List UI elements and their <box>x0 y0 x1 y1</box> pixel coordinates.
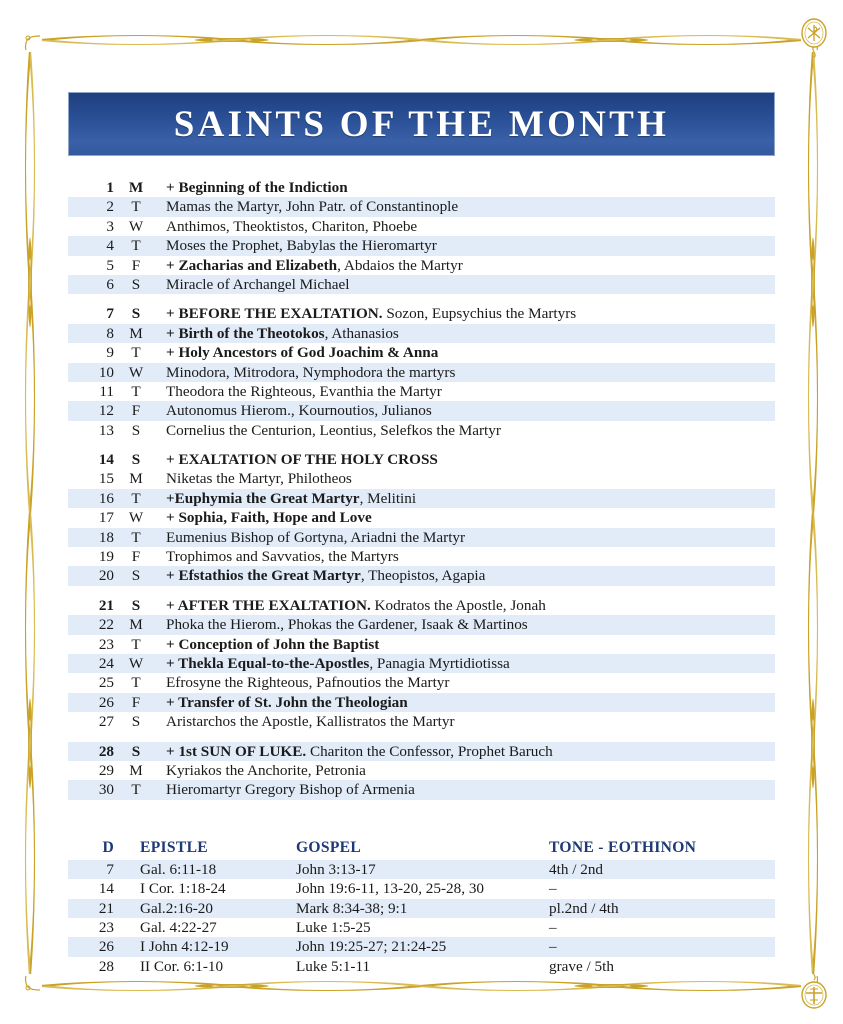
saint-feast-name: + Transfer of St. John the Theologian <box>166 693 408 711</box>
border-left <box>23 52 37 974</box>
readings-header-epistle: EPISTLE <box>140 838 208 856</box>
saint-commemoration-text <box>158 780 775 799</box>
saint-feast-name: + Birth of the Theotokos <box>166 324 325 342</box>
saint-day-of-week: T <box>131 382 141 400</box>
saint-feast-name: + Beginning of the Indiction <box>166 179 348 196</box>
saint-commemoration-text <box>158 450 775 469</box>
readings-header-row <box>68 836 775 860</box>
saint-feast-name: + Efstathios the Great Martyr <box>166 567 361 585</box>
saint-commemoration-text <box>158 304 775 323</box>
reading-gospel: Mark 8:34-38; 9:1 <box>296 899 408 917</box>
saint-commemoration-text <box>158 742 775 761</box>
saint-feast-name: + Zacharias and Elizabeth <box>166 256 338 274</box>
saint-day-of-week: W <box>128 654 144 672</box>
saint-additional-names: , Panagia Myrtidiotissa <box>369 654 510 672</box>
saint-commemoration-text <box>158 654 775 673</box>
saint-commemoration-text <box>158 382 775 401</box>
saint-additional-names: Kyriakos the Anchorite, Petronia <box>166 761 366 779</box>
saint-day-of-week: T <box>131 198 141 216</box>
saint-additional-names: Cornelius the Centurion, Leontius, Selefkos the Martyr <box>166 421 501 439</box>
saint-feast-name: + EXALTATION OF THE HOLY CROSS <box>166 451 438 469</box>
saint-day-row <box>68 489 775 508</box>
saint-day-of-week: S <box>131 451 141 469</box>
saint-day-number: 29 <box>98 761 114 779</box>
saint-day-row <box>68 654 775 673</box>
reading-day: 26 <box>98 938 114 956</box>
saint-day-number: 11 <box>99 382 114 400</box>
saint-commemoration-text <box>158 489 775 508</box>
saint-day-row <box>68 547 775 566</box>
saints-week-block <box>68 450 775 586</box>
saint-day-of-week: T <box>131 344 141 362</box>
saint-day-number: 30 <box>98 781 114 799</box>
saint-day-number: 12 <box>98 402 114 420</box>
saint-day-row <box>68 693 775 712</box>
reading-epistle: I John 4:12-19 <box>140 938 229 956</box>
saint-commemoration-text <box>158 343 775 362</box>
saint-day-number: 17 <box>98 509 114 527</box>
saint-day-number: 24 <box>98 654 114 672</box>
saint-additional-names: Autonomus Hierom., Kournoutios, Julianos <box>166 402 432 420</box>
border-right <box>806 52 820 974</box>
saint-day-number: 15 <box>98 470 114 488</box>
saints-week-block <box>68 596 775 732</box>
saint-day-of-week: T <box>131 635 141 653</box>
saint-day-number: 27 <box>98 713 114 731</box>
page-title: SAINTS OF THE MONTH <box>173 103 670 145</box>
saint-day-of-week: S <box>131 305 141 323</box>
saints-week-block <box>68 304 775 440</box>
saint-commemoration-text <box>158 547 775 566</box>
saint-day-number: 28 <box>98 742 114 760</box>
reading-tone: pl.2nd / 4th <box>549 899 619 917</box>
saint-day-number: 20 <box>98 567 114 585</box>
saint-day-of-week: S <box>131 567 141 585</box>
saint-day-of-week: S <box>131 596 141 614</box>
saint-additional-names: Chariton the Confessor, Prophet Baruch <box>306 742 553 760</box>
saint-day-row <box>68 742 775 761</box>
saint-commemoration-text <box>158 635 775 654</box>
saint-day-row <box>68 635 775 654</box>
border-corner-bottom-left <box>19 975 41 997</box>
saint-day-of-week: S <box>131 713 141 731</box>
saint-day-row <box>68 178 775 197</box>
saint-day-row <box>68 450 775 469</box>
readings-header-day: D <box>102 838 114 856</box>
saint-day-number: 26 <box>98 693 114 711</box>
reading-day: 21 <box>98 899 114 917</box>
saints-of-the-month-list <box>68 178 775 800</box>
reading-gospel: John 19:25-27; 21:24-25 <box>296 938 447 956</box>
border-corner-top-right <box>802 29 824 51</box>
reading-day: 14 <box>98 880 114 898</box>
saint-commemoration-text <box>158 217 775 236</box>
saint-additional-names: , Abdaios the Martyr <box>337 256 463 274</box>
border-corner-bottom-right <box>802 975 824 997</box>
saint-feast-name: + Holy Ancestors of God Joachim & Anna <box>166 344 439 362</box>
saint-day-of-week: F <box>131 402 141 420</box>
readings-rows <box>68 860 775 976</box>
reading-gospel: Luke 1:5-25 <box>296 918 371 936</box>
saint-commemoration-text <box>158 596 775 615</box>
saints-week-block <box>68 742 775 800</box>
saint-day-row <box>68 256 775 275</box>
saint-day-number: 16 <box>98 489 114 507</box>
saint-commemoration-text <box>158 528 775 547</box>
readings-row <box>68 918 775 937</box>
saint-additional-names: Niketas the Martyr, Philotheos <box>166 470 352 488</box>
saint-day-number: 1 <box>106 179 114 196</box>
readings-row <box>68 879 775 898</box>
reading-gospel: John 3:13-17 <box>296 860 376 878</box>
saint-day-row <box>68 469 775 488</box>
reading-tone: – <box>549 938 557 956</box>
chi-rho-medallion-icon <box>797 18 831 60</box>
saint-day-row <box>68 566 775 585</box>
saint-day-of-week: T <box>131 489 141 507</box>
saint-commemoration-text <box>158 256 775 275</box>
saint-day-row <box>68 382 775 401</box>
saint-additional-names: Efrosyne the Righteous, Pafnoutios the Martyr <box>166 674 450 692</box>
reading-day: 28 <box>98 957 114 975</box>
saint-commemoration-text <box>158 178 775 197</box>
saint-commemoration-text <box>158 712 775 731</box>
reading-tone: 4th / 2nd <box>549 860 604 878</box>
reading-gospel: John 19:6-11, 13-20, 25-28, 30 <box>296 880 485 898</box>
saint-commemoration-text <box>158 421 775 440</box>
saint-day-row <box>68 343 775 362</box>
saint-day-of-week: S <box>131 742 141 760</box>
saint-day-number: 18 <box>98 528 114 546</box>
saint-day-row <box>68 401 775 420</box>
reading-epistle: II Cor. 6:1-10 <box>140 957 224 975</box>
saint-day-row <box>68 528 775 547</box>
saint-additional-names: Aristarchos the Apostle, Kallistratos the Martyr <box>166 713 455 731</box>
document-content <box>68 92 775 976</box>
saint-day-of-week: S <box>131 421 141 439</box>
saint-day-row <box>68 197 775 216</box>
saint-commemoration-text <box>158 566 775 585</box>
saint-additional-names: Mamas the Martyr, John Patr. of Constantinople <box>166 198 459 216</box>
saint-commemoration-text <box>158 197 775 216</box>
saint-feast-name: + BEFORE THE EXALTATION. <box>166 305 383 323</box>
saint-commemoration-text <box>158 761 775 780</box>
saint-additional-names: Anthimos, Theoktistos, Chariton, Phoebe <box>166 217 418 235</box>
saint-day-number: 3 <box>106 217 114 235</box>
saint-feast-name: + AFTER THE EXALTATION. <box>166 596 371 614</box>
saint-day-number: 9 <box>106 344 114 362</box>
saint-commemoration-text <box>158 615 775 634</box>
saint-day-number: 7 <box>106 305 114 323</box>
saint-day-number: 19 <box>98 548 114 566</box>
saint-day-of-week: W <box>128 363 144 381</box>
saint-additional-names: Hieromartyr Gregory Bishop of Armenia <box>166 781 415 799</box>
saint-commemoration-text <box>158 469 775 488</box>
saint-additional-names: Kodratos the Apostle, Jonah <box>370 596 546 614</box>
saint-day-of-week: W <box>128 217 144 235</box>
saint-day-of-week: T <box>131 528 141 546</box>
saint-commemoration-text <box>158 324 775 343</box>
saint-additional-names: , Melitini <box>359 489 417 507</box>
saint-commemoration-text <box>158 508 775 527</box>
saint-additional-names: Phoka the Hierom., Phokas the Gardener, Isaak & Martinos <box>166 616 528 634</box>
saint-feast-name: + Conception of John the Baptist <box>166 635 380 653</box>
reading-epistle: I Cor. 1:18-24 <box>140 880 226 898</box>
saint-day-number: 6 <box>106 275 114 293</box>
reading-tone: – <box>549 918 557 936</box>
saint-day-of-week: S <box>131 275 141 293</box>
readings-header-gospel: GOSPEL <box>296 838 362 856</box>
saint-day-of-week: T <box>131 674 141 692</box>
saints-week-block <box>68 178 775 294</box>
saint-day-of-week: M <box>129 324 143 342</box>
reading-tone: – <box>549 880 557 898</box>
readings-row <box>68 899 775 918</box>
saint-day-of-week: T <box>131 781 141 799</box>
saint-additional-names: , Athanasios <box>324 324 399 342</box>
saint-day-of-week: T <box>131 237 141 255</box>
saint-day-of-week: F <box>131 256 141 274</box>
saint-additional-names: Moses the Prophet, Babylas the Hieromartyr <box>166 237 437 255</box>
saint-day-number: 13 <box>98 421 114 439</box>
saint-day-row <box>68 673 775 692</box>
saint-additional-names: Theodora the Righteous, Evanthia the Martyr <box>166 382 442 400</box>
reading-day: 7 <box>106 860 114 878</box>
reading-epistle: Gal.2:16-20 <box>140 899 213 917</box>
saint-commemoration-text <box>158 236 775 255</box>
border-corner-top-left <box>19 29 41 51</box>
saint-day-row <box>68 508 775 527</box>
scripture-readings-table <box>68 836 775 976</box>
saint-day-of-week: M <box>129 616 143 634</box>
reading-tone: grave / 5th <box>549 957 614 975</box>
saint-day-row <box>68 421 775 440</box>
saint-day-row <box>68 217 775 236</box>
saint-day-number: 25 <box>98 674 114 692</box>
saint-additional-names: Trophimos and Savvatios, the Martyrs <box>166 548 399 566</box>
saint-day-of-week: M <box>128 179 144 196</box>
saint-day-number: 2 <box>106 198 114 216</box>
saint-additional-names: Eumenius Bishop of Gortyna, Ariadni the Martyr <box>166 528 466 546</box>
saint-day-number: 8 <box>106 324 114 342</box>
saint-day-number: 21 <box>98 596 114 614</box>
saint-commemoration-text <box>158 693 775 712</box>
saint-day-number: 5 <box>106 256 114 274</box>
reading-epistle: Gal. 6:11-18 <box>140 860 217 878</box>
readings-header-tone: TONE - EOTHINON <box>549 838 697 856</box>
saint-day-of-week: F <box>131 548 141 566</box>
readings-row <box>68 957 775 976</box>
reading-gospel: Luke 5:1-11 <box>296 957 371 975</box>
saint-commemoration-text <box>158 673 775 692</box>
border-top <box>42 33 801 47</box>
saint-day-row <box>68 596 775 615</box>
saint-day-row <box>68 304 775 323</box>
saint-day-of-week: M <box>129 470 143 488</box>
saint-day-number: 10 <box>98 363 114 381</box>
saint-feast-name: + 1st SUN OF LUKE. <box>166 742 307 760</box>
saint-commemoration-text <box>158 363 775 382</box>
border-bottom <box>42 979 801 993</box>
saint-day-row <box>68 761 775 780</box>
saint-day-of-week: F <box>131 693 141 711</box>
reading-epistle: Gal. 4:22-27 <box>140 918 217 936</box>
reading-day: 23 <box>98 918 114 936</box>
saint-additional-names: Sozon, Eupsychius the Martyrs <box>382 305 577 323</box>
page-title-banner <box>68 92 775 156</box>
readings-row <box>68 937 775 956</box>
saint-commemoration-text <box>158 275 775 294</box>
saint-day-number: 4 <box>106 237 114 255</box>
saint-additional-names: , Theopistos, Agapia <box>360 567 486 585</box>
saint-feast-name: +Euphymia the Great Martyr <box>166 489 360 507</box>
saint-day-row <box>68 780 775 799</box>
saint-day-row <box>68 275 775 294</box>
saint-day-row <box>68 236 775 255</box>
saint-feast-name: + Thekla Equal-to-the-Apostles <box>166 654 370 672</box>
saint-feast-name: + Sophia, Faith, Hope and Love <box>166 509 372 527</box>
saint-additional-names: Miracle of Archangel Michael <box>166 275 350 293</box>
saint-day-number: 23 <box>98 635 114 653</box>
saint-day-row <box>68 712 775 731</box>
saint-day-of-week: W <box>128 509 144 527</box>
saint-commemoration-text <box>158 401 775 420</box>
readings-row <box>68 860 775 879</box>
saint-additional-names: Minodora, Mitrodora, Nymphodora the martyrs <box>166 363 456 381</box>
saint-day-number: 22 <box>98 616 114 634</box>
saint-day-number: 14 <box>98 451 114 469</box>
saint-day-of-week: M <box>129 761 143 779</box>
saint-day-row <box>68 615 775 634</box>
orthodox-cross-medallion-icon <box>797 968 831 1010</box>
saint-day-row <box>68 363 775 382</box>
saint-day-row <box>68 324 775 343</box>
